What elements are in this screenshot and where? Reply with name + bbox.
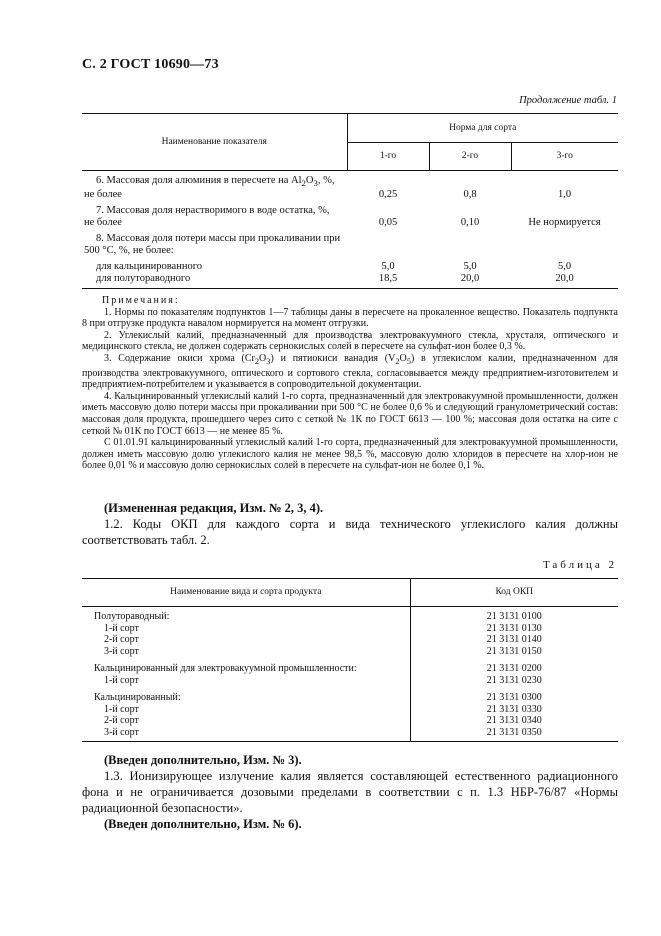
page-header: С. 2 ГОСТ 10690—73	[82, 57, 219, 72]
table1-row-name: для кальцинированного	[96, 261, 202, 273]
table2-group-name: Полутораводный:	[82, 607, 410, 623]
table2-caption: Таблица 2	[542, 559, 617, 571]
notes-title: Примечания:	[102, 295, 180, 306]
table1-row-name: 8. Массовая доля потери массы при прокаливании при 500 °С, %, не более:	[84, 233, 341, 257]
table-row	[82, 261, 618, 273]
note-item: С 01.01.91 кальцинированный углекислый калий 1-го сорта, предназначенный для электровакуумной промышленности, должен иметь массовую долю углекислого калия не менее 98,5 %, массовую долю хлоридов в пересчете на хлор-ион не более 0,01 % и массовую долю сернокислых солей в пересчете на сульфат-ион не более 0,1 %.	[82, 437, 618, 472]
table2-code: 21 3131 0300	[486, 692, 542, 703]
table-continuation-label: Продолжение табл. 1	[519, 95, 617, 106]
table2-code: 21 3131 0200	[486, 663, 542, 674]
notes-section	[82, 295, 618, 472]
table1-cell: 20,0	[429, 273, 511, 289]
section-1-3	[82, 752, 618, 832]
paragraph: 1.3. Ионизирующее излучение калия является составляющей естественного радиационного фона и не ограничивается дозовыми пределами в соответствии с п. 1.3 НБР-76/87 «Нормы радиационной безопасности».	[82, 769, 618, 815]
table2-code: 21 3131 0350	[410, 727, 618, 742]
table1-cell: 5,0	[557, 261, 572, 273]
table2-group-name: Кальцинированный для электровакуумной промышленности:	[82, 663, 410, 675]
table1-row-name: 7. Массовая доля нерастворимого в воде остатка, %, не более	[84, 205, 330, 229]
table-row	[82, 646, 618, 658]
table-row	[82, 675, 618, 687]
table-row	[82, 692, 618, 704]
table1-header-grade: 3-го	[511, 142, 618, 171]
table1-row-name: для полутораводного	[82, 273, 347, 289]
table2-row-name: 3-й сорт	[82, 646, 410, 658]
table2-row-name: 2-й сорт	[82, 634, 410, 646]
table-row	[82, 273, 618, 289]
table-row	[82, 634, 618, 646]
note-item: 4. Кальцинированный углекислый калий 1-го сорта, предназначенный для электровакуумной промышленности, должен иметь массовую долю потери массы при прокаливании при 500 °С не более 0,6 % и следующий гранулометрический состав: массовая доля продукта, прошедшего через сито с сеткой № 1К по ГОСТ 6613 — 100 %; массовая доля остатка на сите с сеткой № 01К по ГОСТ 6613 — не менее 85 %.	[82, 390, 618, 437]
table2-row-name: 2-й сорт	[82, 715, 410, 727]
table2-code: 21 3131 0150	[486, 645, 542, 657]
amendment-note: (Измененная редакция, Изм. № 2, 3, 4).	[104, 501, 324, 515]
table1-cell: 1,0	[557, 189, 572, 201]
table-row	[82, 623, 618, 635]
table1-cell: 5,0	[463, 261, 477, 273]
table2-code: 21 3131 0230	[486, 674, 542, 686]
table2-code: 21 3131 0130	[486, 622, 542, 634]
table2-code: 21 3131 0100	[486, 611, 542, 622]
note-item: 1. Нормы по показателям подпунктов 1—7 таблицы даны в пересчете на прокаленное вещество. Показатель подпункта 8 при отгрузке продукта навалом нормируется на момент отгрузки.	[82, 306, 618, 330]
table2-code: 21 3131 0140	[486, 634, 542, 645]
table1-cell: 0,25	[378, 189, 398, 201]
table-row	[82, 727, 618, 742]
table2-code: 21 3131 0340	[486, 715, 542, 726]
table1-cell: Не нормируется	[528, 217, 601, 229]
amendment-note: (Введен дополнительно, Изм. № 6).	[104, 817, 302, 831]
table2-group-name: Кальцинированный:	[82, 692, 410, 704]
section-1-2	[82, 500, 618, 548]
table-row	[82, 205, 618, 229]
table-2	[82, 578, 618, 742]
table2-header-code: Код ОКП	[410, 579, 618, 607]
table2-header-name: Наименование вида и сорта продукта	[82, 579, 410, 607]
table1-cell: 0,8	[463, 189, 477, 201]
table1-row-name: 6. Массовая доля алюминия в пересчете на $Al_2O_3$, %, не более	[84, 175, 335, 201]
note-item: 3. Содержание окиси хрома $(Cr_2O_3)$ и пятиокиси ванадия $(V_2O_5)$ в углекислом калии, предназначенном для производства электровакуумного, оптического и сортового стекла, согласовывается между предприятием-изготовителем и предприятием-потребителем и указывается в сопроводительной документации.	[82, 352, 618, 391]
table-row	[82, 663, 618, 675]
table2-row-name: 1-й сорт	[82, 704, 410, 716]
table2-row-name: 1-й сорт	[82, 623, 410, 635]
amendment-note: (Введен дополнительно, Изм. № 3).	[104, 753, 302, 767]
table-1	[82, 113, 618, 289]
table1-header-norm: Норма для сорта	[347, 114, 618, 143]
table2-row-name: 3-й сорт	[82, 727, 410, 742]
table2-row-name: 1-й сорт	[82, 675, 410, 687]
table1-cell: 18,5	[347, 273, 429, 289]
table1-header-grade: 1-го	[347, 142, 429, 171]
table-row	[82, 607, 618, 623]
table1-cell: 0,10	[460, 217, 480, 229]
note-item: 2. Углекислый калий, предназначенный для производства электровакуумного стекла, хрусталя, оптического и медицинского стекла, не должен содержать сернокислых солей в пересчете на сульфат-ион более 0,3 %.	[82, 329, 618, 353]
table-row	[82, 704, 618, 716]
table-row	[82, 175, 618, 201]
table-row	[82, 715, 618, 727]
paragraph: 1.2. Коды ОКП для каждого сорта и вида технического углекислого калия должны соответствовать табл. 2.	[82, 517, 618, 547]
table1-header-name: Наименование показателя	[82, 114, 347, 171]
table1-cell: 0,05	[378, 217, 398, 229]
table2-code: 21 3131 0330	[486, 703, 542, 715]
table1-cell: 20,0	[511, 273, 618, 289]
table-row	[82, 233, 618, 257]
table1-header-grade: 2-го	[429, 142, 511, 171]
table1-cell: 5,0	[381, 261, 395, 273]
